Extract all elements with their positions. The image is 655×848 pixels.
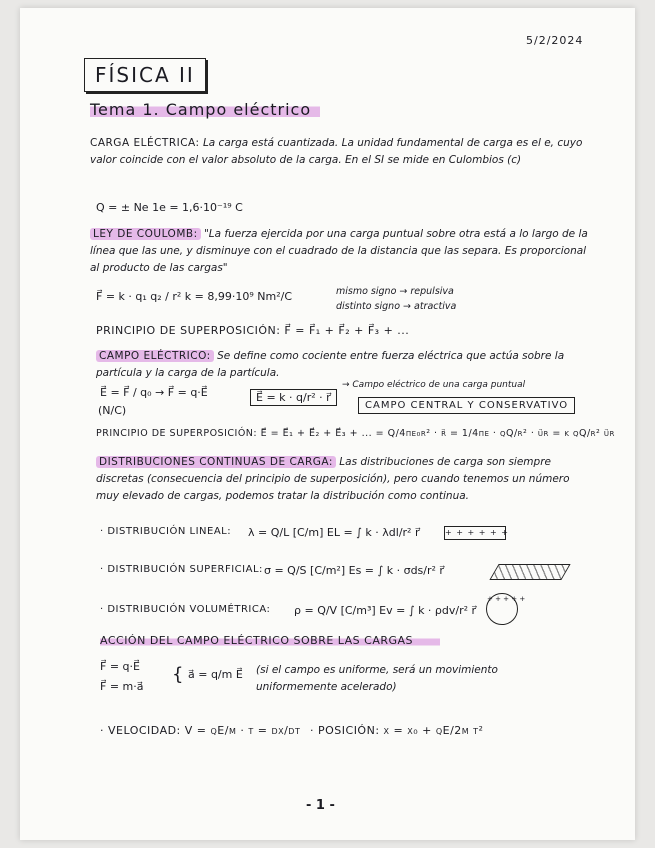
coulomb-formula: F⃗ = k · q₁ q₂ / r² k = 8,99·10⁹ Nm²/C [96, 290, 293, 303]
accion-note: (si el campo es uniforme, será un movimiento uniformemente acelerado) [256, 664, 498, 693]
accion-heading: ACCIÓN DEL CAMPO ELÉCTRICO SOBRE LAS CARGAS [100, 634, 440, 647]
notes-page [20, 8, 635, 840]
coulomb-note-atractiva: distinto signo → atractiva [336, 301, 457, 312]
coulomb-note-repulsiva: mismo signo → repulsiva [336, 286, 454, 297]
carga-label: CARGA ELÉCTRICA: [90, 137, 200, 149]
distribuciones-text: Las distribuciones de carga son siempre discretas (consecuencia del principio de superposición), pero cuando tenemos un número muy elevado de cargas, podemos tratar la distribución como continua. [96, 456, 570, 502]
accion-eq2: F⃗ = m·a⃗ [100, 680, 144, 693]
superficial-label: · DISTRIBUCIÓN SUPERFICIAL: [100, 564, 263, 575]
campo-label: CAMPO ELÉCTRICO: [96, 350, 214, 362]
carga-section [90, 135, 590, 169]
coulomb-label: LEY DE COULOMB: [90, 228, 201, 240]
coulomb-text: "La fuerza ejercida por una carga puntual sobre otra está a lo largo de la línea que las une, y disminuye con el cuadrado de la distancia que las separa. Es proporcional al producto de las cargas" [90, 228, 588, 274]
distribuciones-section [96, 454, 590, 505]
campo-central-box: CAMPO CENTRAL Y CONSERVATIVO [358, 397, 575, 414]
superficial-formula: σ = Q/S [C/m²] Es = ∫ k · σds/r² r⃗ [264, 564, 444, 577]
page-title: FÍSICA II [84, 58, 206, 92]
date: 5/2/2024 [526, 34, 584, 47]
campo-formula-puntual: E⃗ = k · q/r² · r⃗ [250, 389, 337, 406]
page-number: - 1 - [306, 798, 335, 813]
carga-text: La carga está cuantizada. La unidad fundamental de carga es el e, cuyo valor coincide con el valor absoluto de la carga. En el SI se mide en Culombios (c) [90, 137, 583, 166]
superficial-figure [489, 564, 570, 580]
carga-formula: Q = ± Ne 1e = 1,6·10⁻¹⁹ C [96, 201, 243, 214]
accion-eq1: F⃗ = q·E⃗ [100, 660, 140, 673]
distribuciones-label: DISTRIBUCIONES CONTINUAS DE CARGA: [96, 456, 336, 468]
tema-heading: Tema 1. Campo eléctrico [90, 100, 320, 119]
campo-text: Se define como cociente entre fuerza eléctrica que actúa sobre la partícula y la carga de la partícula. [96, 350, 565, 379]
velocidad-formula: · VELOCIDAD: V = qE/m · t = dx/dt [100, 724, 301, 737]
lineal-formula: λ = Q/L [C/m] EL = ∫ k · λdl/r² r⃗ [248, 526, 420, 539]
campo-note: → Campo eléctrico de una carga puntual [342, 380, 526, 390]
accion-brace: { [172, 664, 184, 685]
accion-result: a⃗ = q/m E⃗ [188, 668, 243, 681]
volumetrica-label: · DISTRIBUCIÓN VOLUMÉTRICA: [100, 604, 271, 615]
campo-units: (N/C) [98, 404, 127, 417]
campo-superposicion: PRINCIPIO DE SUPERPOSICIÓN: E⃗ = E⃗₁ + E⃗₂ + E⃗₃ + ... = Q/4πε₀r² · r⃗ = 1/4πε · qQ/r² · u⃗r = k qQ/r² u⃗r [96, 428, 615, 439]
posicion-formula: · POSICIÓN: x = x₀ + qE/2m t² [310, 724, 484, 737]
lineal-label: · DISTRIBUCIÓN LINEAL: [100, 526, 232, 537]
coulomb-superposicion: PRINCIPIO DE SUPERPOSICIÓN: F⃗ = F⃗₁ + F⃗₂ + F⃗₃ + ... [96, 324, 410, 337]
coulomb-section [90, 226, 590, 277]
volumetrica-formula: ρ = Q/V [C/m³] Ev = ∫ k · ρdv/r² r⃗ [294, 604, 477, 617]
volumetrica-figure: + + + + + [486, 593, 518, 625]
campo-formula-fuerza: E⃗ = F⃗ / q₀ → F⃗ = q·E⃗ [100, 386, 208, 399]
lineal-figure: + + + + + + [444, 526, 506, 540]
